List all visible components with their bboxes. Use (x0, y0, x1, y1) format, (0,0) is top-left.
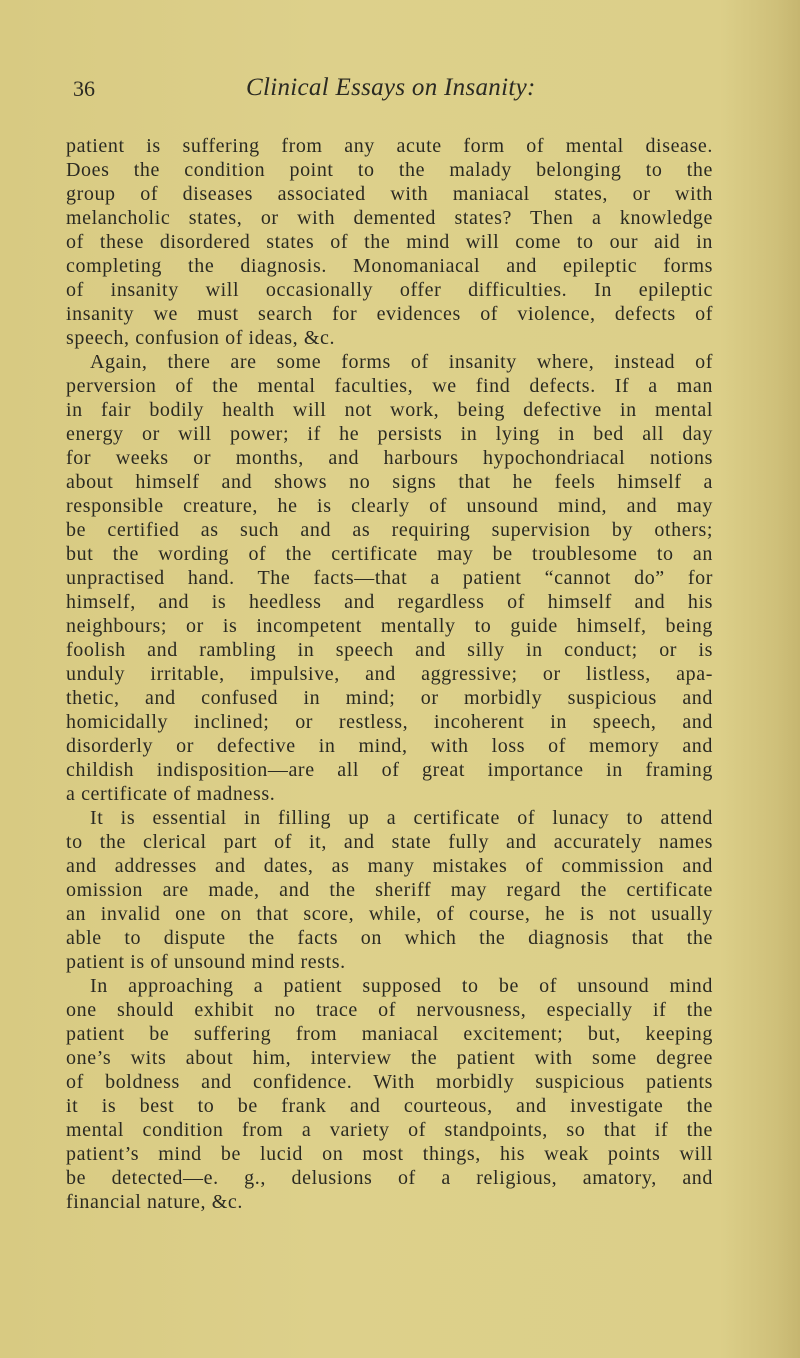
text-line: completing the diagnosis. Monomaniacal and epileptic forms (66, 255, 713, 277)
text-line: perversion of the mental faculties, we find defects. If a man (66, 375, 713, 397)
text-line: disorderly or defective in mind, with loss of memory and (66, 735, 713, 757)
text-line: to the clerical part of it, and state fully and accurately names (66, 831, 713, 853)
text-line: but the wording of the certificate may be troublesome to an (66, 543, 713, 565)
text-line: in fair bodily health will not work, being defective in mental (66, 399, 713, 421)
text-line: financial nature, &c. (66, 1191, 243, 1213)
text-line: responsible creature, he is clearly of unsound mind, and may (66, 495, 713, 517)
text-line: it is best to be frank and courteous, and investigate the (66, 1095, 713, 1117)
text-line: an invalid one on that score, while, of course, he is not usually (66, 903, 713, 925)
page-body (66, 134, 713, 1214)
text-line: omission are made, and the sheriff may regard the certificate (66, 879, 713, 901)
text-line: unduly irritable, impulsive, and aggressive; or listless, apa- (66, 663, 713, 685)
text-line: himself, and is heedless and regardless of himself and his (66, 591, 713, 613)
text-line: be certified as such and as requiring supervision by others; (66, 519, 713, 541)
text-line: patient be suffering from maniacal excitement; but, keeping (66, 1023, 713, 1045)
text-line: patient is of unsound mind rests. (66, 951, 346, 973)
text-line: insanity we must search for evidences of violence, defects of (66, 303, 713, 325)
paragraph (66, 806, 713, 974)
text-line: Again, there are some forms of insanity where, instead of (90, 351, 713, 373)
text-line: one should exhibit no trace of nervousness, especially if the (66, 999, 713, 1021)
text-line: and addresses and dates, as many mistakes of commission and (66, 855, 713, 877)
text-line: of boldness and confidence. With morbidly suspicious patients (66, 1071, 713, 1093)
text-line: of these disordered states of the mind will come to our aid in (66, 231, 713, 253)
paragraph (66, 134, 713, 350)
text-line: mental condition from a variety of standpoints, so that if the (66, 1119, 713, 1141)
text-line: about himself and shows no signs that he feels himself a (66, 471, 713, 493)
text-line: a certificate of madness. (66, 783, 276, 805)
text-line: group of diseases associated with maniacal states, or with (66, 183, 713, 205)
page-header (0, 76, 800, 106)
text-line: neighbours; or is incompetent mentally to guide himself, being (66, 615, 713, 637)
text-line: homicidally inclined; or restless, incoherent in speech, and (66, 711, 713, 733)
text-line: thetic, and confused in mind; or morbidly suspicious and (66, 687, 713, 709)
text-line: be detected—e. g., delusions of a religious, amatory, and (66, 1167, 713, 1189)
text-line: unpractised hand. The facts—that a patient “cannot do” for (66, 567, 713, 589)
text-line: melancholic states, or with demented states? Then a knowledge (66, 207, 713, 229)
text-line: energy or will power; if he persists in lying in bed all day (66, 423, 713, 445)
text-line: for weeks or months, and harbours hypochondriacal notions (66, 447, 713, 469)
text-line: patient is suffering from any acute form of mental disease. (66, 135, 713, 157)
text-line: In approaching a patient supposed to be of unsound mind (90, 975, 713, 997)
text-line: Does the condition point to the malady belonging to the (66, 159, 713, 181)
text-line: patient’s mind be lucid on most things, his weak points will (66, 1143, 713, 1165)
page-number: 36 (73, 76, 95, 101)
text-line: of insanity will occasionally offer difficulties. In epileptic (66, 279, 713, 301)
text-line: It is essential in filling up a certificate of lunacy to attend (90, 807, 713, 829)
text-line: childish indisposition—are all of great importance in framing (66, 759, 713, 781)
text-line: speech, confusion of ideas, &c. (66, 327, 336, 349)
text-line: one’s wits about him, interview the patient with some degree (66, 1047, 713, 1069)
running-title: Clinical Essays on Insanity: (246, 74, 536, 101)
paragraph (66, 350, 713, 806)
text-line: able to dispute the facts on which the diagnosis that the (66, 927, 713, 949)
paragraph (66, 974, 713, 1214)
text-line: foolish and rambling in speech and silly in conduct; or is (66, 639, 713, 661)
